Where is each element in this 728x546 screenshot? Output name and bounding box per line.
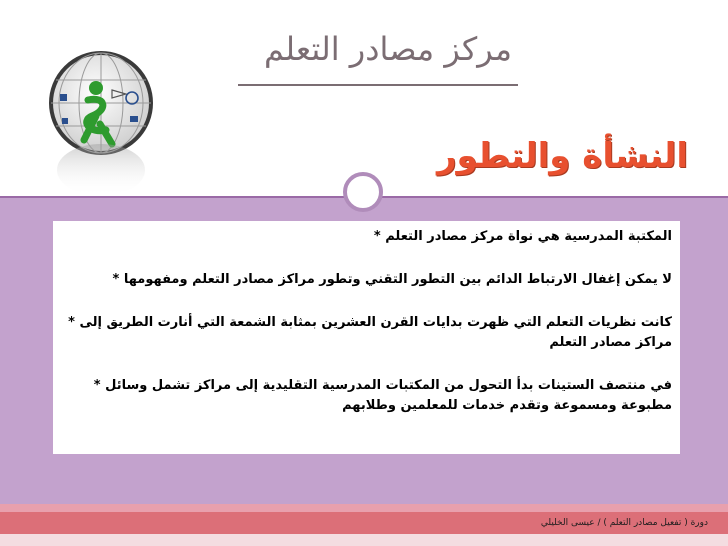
paragraph-2: لا يمكن إغفال الارتباط الدائم بين التطور التقني وتطور مراكز مصادر التعلم ومفهومها * [112,272,672,287]
page-title: مركز مصادر التعلم [264,30,512,68]
title-underline [238,84,518,86]
globe-logo-icon [46,48,156,218]
paragraph-3: كانت نظريات التعلم التي ظهرت بدايات القرن العشرين بمثابة الشمعة التي أنارت الطريق إلى * مراكز مصادر التعلم [68,315,672,350]
ring-connector [343,172,383,212]
bottom-strip [0,534,728,546]
paragraph-4: في منتصف الستينات بدأ التحول من المكتبات المدرسية التقليدية إلى مراكز تشمل وسائل * مطبوعة ومسموعة وتقدم خدمات للمعلمين وطلابهم [93,378,672,413]
footer-accent-band [0,504,728,512]
section-subtitle: النشأة والتطور [436,136,688,176]
footer-text: دورة ( تفعيل مصادر التعلم ) / عيسى الخليلي [540,518,708,528]
paragraph-1: المكتبة المدرسية هي نواة مركز مصادر التعلم * [373,229,672,244]
content-box [53,221,680,454]
